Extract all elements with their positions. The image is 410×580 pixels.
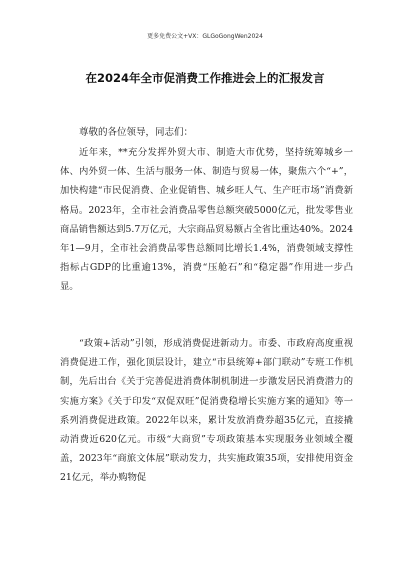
body-paragraph: “政策+活动”引领，形成消费促进新动力。市委、市政府高度重视消费促进工作，强化顶层设计，建立“市县统筹+部门联动”专班工作机制，先后出台《关于完善促进消费体制机制进一步激发居民消费潜力的实施方案》《关于印发“双促双旺”促消费稳增长实施方案的通知》等一系列消费促进政策。2022年以来，累计发放消费券超35亿元，直接撬动消费近620亿元。市级“大商贸”专项政策基本实现服务业领域全覆盖，2023年“商旅文体展”联动发力，共实施政策35项，安排使用资金21亿元，举办购物促	[60, 338, 353, 484]
salutation: 尊敬的各位领导，同志们：	[79, 127, 194, 138]
document-title: 在2024年全市促消费工作推进会上的汇报发言	[85, 71, 325, 85]
header-note: 更多免费公文+VX：GLGoGongWen2024	[147, 33, 263, 40]
body-paragraph: 近年来，**充分发挥外贸大市、制造大市优势，坚持统筹城乡一体、内外贸一体、生活与服务一体、制造与贸易一体，聚焦六个“+”，加快构建“市民促消费、企业促销售、城乡旺人气、生产旺市场”消费新格局。2023年，全市社会消费品零售总额突破5000亿元，批发零售业商品销售额达到5.7万亿元，大宗商品贸易额占全省比重达40%。2024年1—9月，全市社会消费品零售总额同比增长1.4%，消费领域支撑性指标占GDP的比重逾13%，消费“压舱石”和“稳定器”作用进一步凸显。	[60, 147, 353, 293]
